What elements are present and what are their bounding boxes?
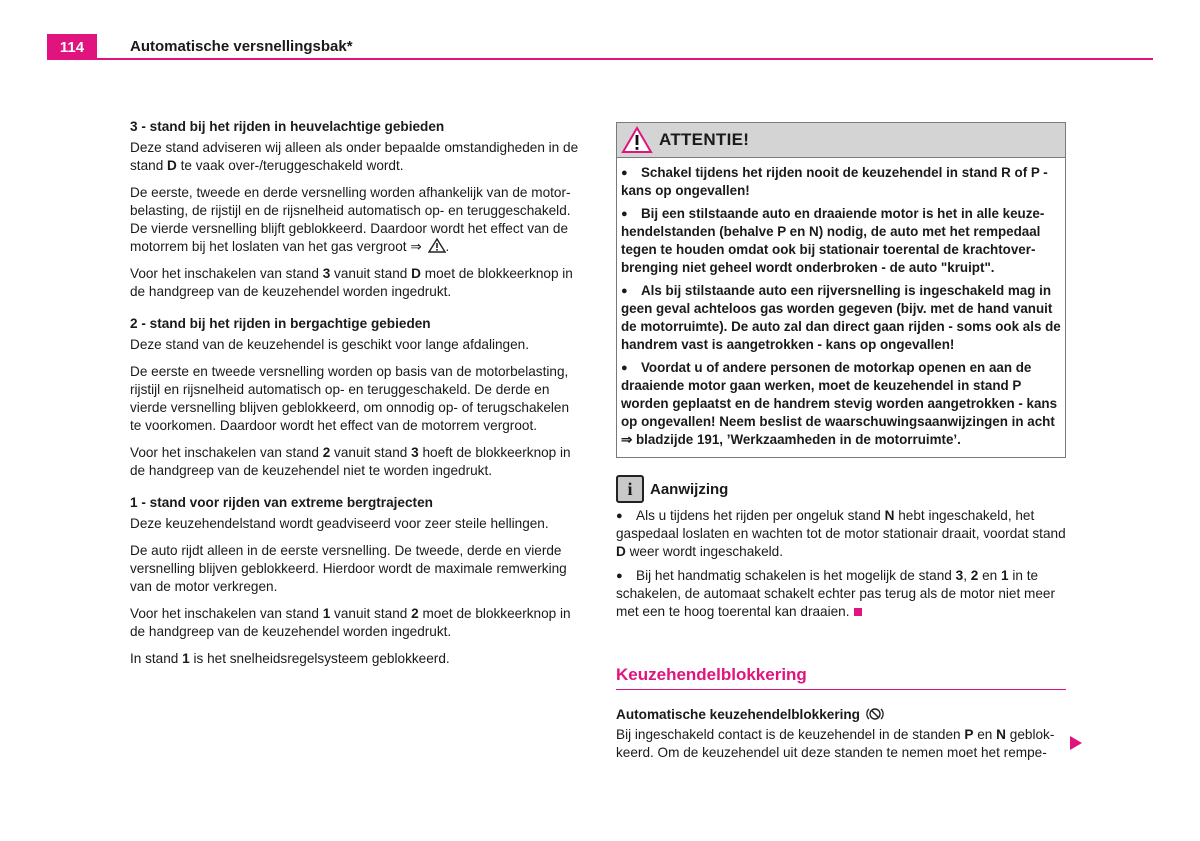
note-item: ● Bij het handmatig schakelen is het mogelijk de stand 3, 2 en 1 in te schakelen, de automaat schakelt echter pas terug als de motor niet meer met een te hoog toerental kan draaien. bbox=[616, 568, 1056, 619]
section-1-paragraph-4: In stand 1 is het snelheidsregelsysteem geblokkeerd. bbox=[130, 651, 450, 666]
section-1-paragraph-2: De auto rijdt alleen in de eerste versnelling. De tweede, derde en vierde versnelling blijven geblokkeerd. Hierdoor wordt de maximale remwerking van de motor verkregen. bbox=[130, 543, 567, 594]
end-mark-icon bbox=[854, 608, 862, 616]
section-2-title: 2 - stand bij het rijden in bergachtige gebieden bbox=[130, 316, 431, 331]
warning-box bbox=[616, 122, 1066, 458]
bullet-icon: ● bbox=[616, 510, 623, 522]
note-item: ● Als u tijdens het rijden per ongeluk stand N hebt ingeschakeld, het gaspedaal loslaten en wachten tot de motor stationair draait, voordat stand D weer wordt ingeschakeld. bbox=[616, 508, 1066, 559]
note-block bbox=[616, 475, 1066, 621]
chapter-title: Automatische versnellingsbak* bbox=[130, 38, 353, 55]
bullet-icon: ● bbox=[621, 208, 628, 220]
page-header bbox=[47, 34, 1153, 61]
section-heading: Keuzehendelblokkering bbox=[616, 665, 1066, 690]
warning-item: ● Bij een stilstaande auto en draaiende motor is het in alle keuze-hendelstanden (behalve P en N) nodig, de auto met het rempedaal tegen te houden omdat ook bij stationair toerental de krachtover-brenging niet geheel wordt onderbroken - de auto "kruipt". bbox=[621, 206, 1045, 275]
page-number: 114 bbox=[47, 34, 97, 59]
bullet-icon: ● bbox=[621, 167, 628, 179]
note-title: Aanwijzing bbox=[650, 480, 729, 498]
section-3-paragraph-1: Deze stand adviseren wij alleen als onder bepaalde omstandigheden in de stand D te vaak over-/teruggeschakeld wordt. bbox=[130, 140, 579, 173]
bullet-icon: ● bbox=[621, 362, 628, 374]
warning-title: ATTENTIE! bbox=[659, 130, 750, 149]
info-icon: i bbox=[616, 475, 644, 503]
section-2-paragraph-1: Deze stand van de keuzehendel is geschikt voor lange afdalingen. bbox=[130, 337, 530, 352]
continue-arrow-icon bbox=[1070, 736, 1082, 750]
bullet-icon: ● bbox=[616, 570, 623, 582]
section-1-paragraph-1: Deze keuzehendelstand wordt geadviseerd voor zeer steile hellingen. bbox=[130, 516, 549, 531]
warning-triangle-icon bbox=[428, 238, 446, 253]
warning-header bbox=[617, 123, 1065, 158]
section-1-paragraph-3: Voor het inschakelen van stand 1 vanuit stand 2 moet de blokkeerknop in de handgreep van de keuzehendel worden ingedrukt. bbox=[130, 606, 571, 639]
section-2-paragraph-3: Voor het inschakelen van stand 2 vanuit stand 3 hoeft de blokkeerknop in de handgreep van de keuzehendel niet te worden ingedrukt. bbox=[130, 445, 571, 478]
section-3-title: 3 - stand bij het rijden in heuvelachtige gebieden bbox=[130, 119, 445, 134]
warning-item: ● Als bij stilstaande auto een rijversnelling is ingeschakeld mag in geen geval achteloos gas worden gegeven (bijv. met de hand vanuit de motorruimte). De auto zal dan direct gaan rijden - soms ook als de handrem vast is aangetrokken - kans op ongevallen! bbox=[621, 283, 1061, 352]
section-2-paragraph-2: De eerste en tweede versnelling worden op basis van de motorbelasting, rijstijl en rijsnelheid automatisch op- en teruggeschakeld. De derde en vierde versnelling blijven geblokkeerd, om onnodig op- of terugschakelen te voorkomen. Daardoor wordt het effect van de motorrem vergroot. bbox=[130, 364, 570, 433]
section-3-paragraph-2: De eerste, tweede en derde versnelling worden afhankelijk van de motor-belasting, de rijstijl en de rijsnelheid automatisch op- en teruggeschakeld. De vierde versnelling blijft geblokkeerd. Daardoor wordt het effect van de motorrem bij het loslaten van het gas vergroot ⇒ . bbox=[130, 185, 571, 254]
section-subheading: Automatische keuzehendelblokkering bbox=[616, 707, 1066, 722]
header-rule bbox=[47, 58, 1153, 60]
left-column bbox=[130, 118, 580, 677]
warning-body bbox=[617, 158, 1065, 457]
warning-triangle-icon bbox=[621, 126, 653, 154]
section-paragraph: Bij ingeschakeld contact is de keuzehendel in de standen P en N geblok-keerd. Om de keuzehendel uit deze standen te nemen moet het rempe- bbox=[616, 727, 1055, 760]
note-header bbox=[616, 475, 1066, 503]
brake-warning-icon bbox=[866, 707, 884, 721]
warning-item: ● Schakel tijdens het rijden nooit de keuzehendel in stand R of P - kans op ongevallen! bbox=[621, 165, 1048, 198]
warning-item: ● Voordat u of andere personen de motorkap openen en aan de draaiende motor gaan werken, moet de keuzehendel in stand P worden geplaatst en de handrem stevig worden aangetrokken - kans op ongevallen! Neem beslist de waarschuwingsaanwijzingen in acht ⇒ bladzijde 191, ’Werkzaamheden in de motorruimte’. bbox=[621, 360, 1058, 447]
section-1-title: 1 - stand voor rijden van extreme bergtrajecten bbox=[130, 495, 433, 510]
right-column bbox=[616, 122, 1066, 771]
bullet-icon: ● bbox=[621, 285, 628, 297]
section-3-paragraph-3: Voor het inschakelen van stand 3 vanuit stand D moet de blokkeerknop in de handgreep van de keuzehendel worden ingedrukt. bbox=[130, 266, 573, 299]
